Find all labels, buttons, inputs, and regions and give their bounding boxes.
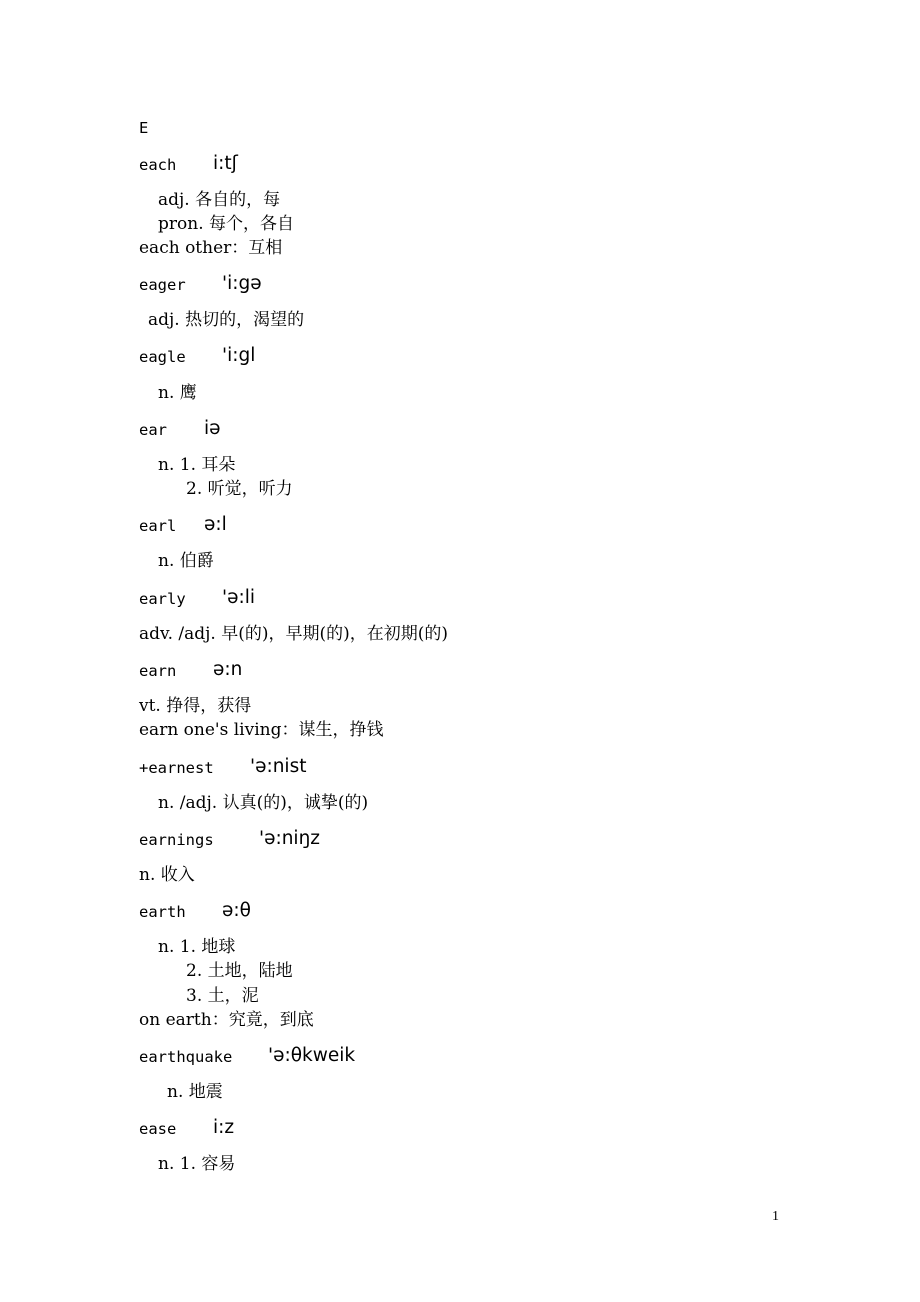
page-number: 1 (772, 1209, 779, 1224)
entry-ipa-ear: iə (204, 418, 221, 439)
entry-word-earth: earth (139, 903, 186, 921)
entry-word-eager: eager (139, 276, 186, 294)
entry-def-line: n. 收入 (139, 865, 195, 885)
entry-word-earn: earn (139, 662, 177, 680)
entry-ipa-eagle: 'i:gl (222, 345, 256, 366)
entry-def-line: n. 鹰 (158, 383, 197, 403)
entry-def-line: 3. 土，泥 (186, 986, 259, 1006)
entry-def-line: 2. 听觉，听力 (186, 479, 293, 499)
entry-def-line: n. 地震 (167, 1082, 223, 1102)
entry-word-early: early (139, 590, 186, 608)
entry-word-earnest: +earnest (139, 759, 214, 777)
section-letter: E (139, 119, 149, 137)
entry-word-ear: ear (139, 421, 167, 439)
entry-ipa-earnest: 'ə:nist (250, 756, 307, 777)
entry-def-line: n. 1. 容易 (158, 1154, 236, 1174)
entry-phrase-line: each other：互相 (139, 238, 283, 258)
entry-word-ease: ease (139, 1120, 177, 1138)
entry-ipa-earn: ə:n (213, 659, 243, 680)
entry-ipa-earl: ə:l (204, 514, 227, 535)
entry-ipa-ease: i:z (213, 1117, 235, 1138)
entry-def-line: pron. 每个，各自 (158, 214, 294, 234)
entry-ipa-early: 'ə:li (222, 587, 255, 608)
entry-ipa-earth: ə:θ (222, 900, 251, 921)
entry-phrase-line: earn one's living：谋生，挣钱 (139, 720, 384, 740)
entry-ipa-earthquake: 'ə:θkweik (268, 1045, 356, 1066)
entry-def-line: vt. 挣得，获得 (139, 696, 252, 716)
entry-def-line: n. /adj. 认真(的)，诚挚(的) (158, 793, 369, 813)
entry-def-line: n. 1. 耳朵 (158, 455, 236, 475)
entry-def-line: n. 伯爵 (158, 551, 214, 571)
entry-word-earthquake: earthquake (139, 1048, 233, 1066)
entry-def-line: n. 1. 地球 (158, 937, 236, 957)
entry-ipa-eager: 'i:gə (222, 273, 262, 294)
entry-word-earl: earl (139, 517, 177, 535)
entry-def-line: 2. 土地，陆地 (186, 961, 293, 981)
entry-ipa-each: i:tʃ (213, 153, 238, 174)
entry-def-line: adv. /adj. 早(的)，早期(的)，在初期(的) (139, 624, 449, 644)
entry-def-line: adj. 热切的，渴望的 (148, 310, 305, 330)
entry-ipa-earnings: 'ə:niŋz (259, 828, 321, 849)
entry-def-line: adj. 各自的，每 (158, 190, 281, 210)
entry-word-each: each (139, 156, 177, 174)
entry-word-eagle: eagle (139, 348, 186, 366)
entry-word-earnings: earnings (139, 831, 214, 849)
entry-phrase-line: on earth：究竟，到底 (139, 1010, 314, 1030)
